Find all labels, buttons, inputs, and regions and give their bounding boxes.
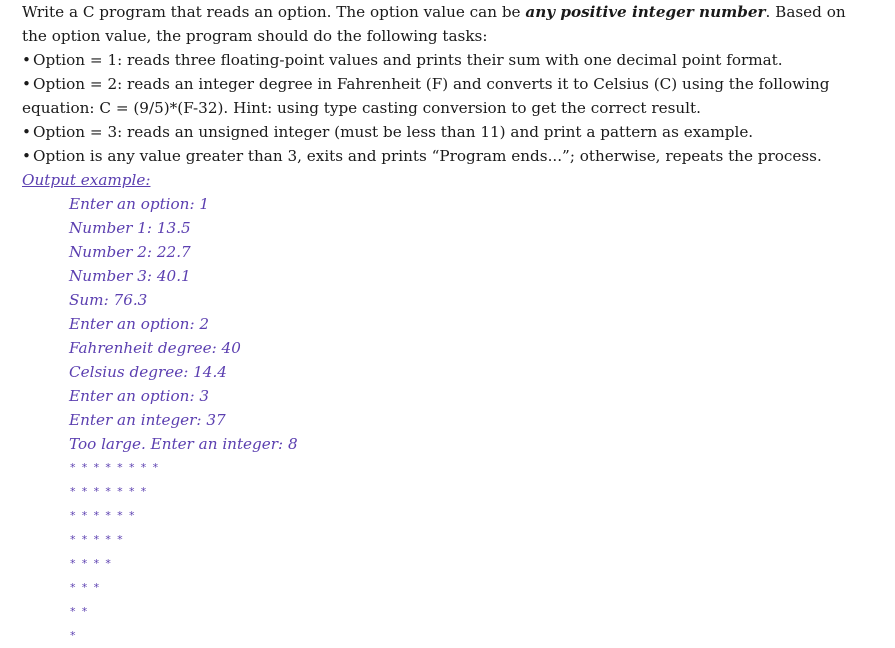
output-line: Enter an integer: 37 — [69, 411, 226, 429]
bullet-option-1 — [22, 48, 882, 72]
output-line: Fahrenheit degree: 40 — [69, 339, 241, 357]
star-pattern-row: * * * * — [70, 557, 113, 570]
bullet-option-2-text: Option = 2: reads an integer degree in Fahrenheit (F) and converts it to Celsius (C) using the following — [33, 75, 830, 93]
intro-text-start: Write a C program that reads an option. The option value can be — [22, 3, 526, 21]
output-line: Too large. Enter an integer: 8 — [69, 435, 298, 453]
bullet-option-other-text: Option is any value greater than 3, exits and prints “Program ends...”; otherwise, repeats the process. — [33, 147, 822, 165]
bullet-symbol: • — [22, 51, 31, 69]
star-pattern — [22, 456, 882, 648]
star-pattern-row: * — [70, 629, 77, 642]
star-pattern-row: * * * — [70, 581, 101, 594]
bullet-symbol: • — [22, 147, 31, 165]
intro-line-1 — [22, 0, 882, 24]
bullet-option-1-text: Option = 1: reads three floating-point values and prints their sum with one decimal point format. — [33, 51, 783, 69]
bullet-option-2-continued: equation: C = (9/5)*(F-32). Hint: using type casting conversion to get the correct result. — [22, 99, 701, 117]
document-body — [22, 0, 882, 648]
bullet-option-other — [22, 144, 882, 168]
star-pattern-row: * * * * * * — [70, 509, 136, 522]
output-line: Enter an option: 1 — [69, 195, 210, 213]
intro-emphasis: any positive integer number — [525, 3, 766, 21]
output-example-heading: Output example: — [22, 171, 151, 189]
bullet-option-3-text: Option = 3: reads an unsigned integer (must be less than 11) and print a pattern as example. — [33, 123, 754, 141]
bullet-symbol: • — [22, 75, 31, 93]
output-example-lines — [22, 192, 882, 456]
output-line: Celsius degree: 14.4 — [69, 363, 227, 381]
bullet-option-2 — [22, 72, 882, 96]
bullet-symbol: • — [22, 123, 31, 141]
star-pattern-row: * * * * * — [70, 533, 125, 546]
star-pattern-row: * * * * * * * * — [70, 461, 160, 474]
intro-text-end: . Based on — [765, 3, 846, 21]
bullet-option-3 — [22, 120, 882, 144]
output-line: Enter an option: 2 — [69, 315, 210, 333]
output-line: Sum: 76.3 — [69, 291, 148, 309]
output-line: Enter an option: 3 — [69, 387, 210, 405]
star-pattern-row: * * * * * * * — [70, 485, 148, 498]
intro-line-2: the option value, the program should do the following tasks: — [22, 27, 488, 45]
output-line: Number 3: 40.1 — [69, 267, 191, 285]
output-line: Number 1: 13.5 — [69, 219, 191, 237]
star-pattern-row: * * — [70, 605, 89, 618]
output-line: Number 2: 22.7 — [69, 243, 191, 261]
